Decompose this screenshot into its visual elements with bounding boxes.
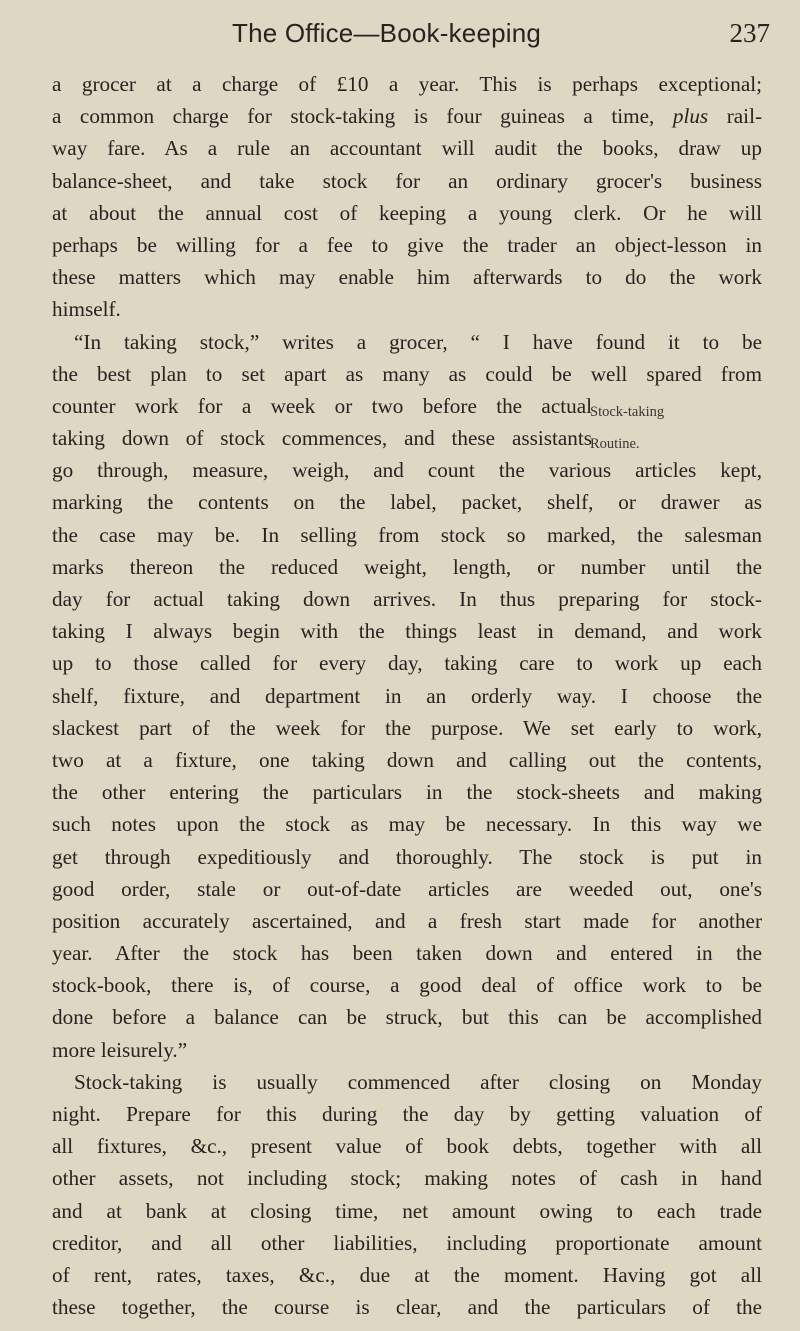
page-number: 237 <box>729 18 770 48</box>
text-line: way fare. As a rule an accountant will audit the books, draw up <box>52 136 762 161</box>
margin-note-routine: Routine. <box>590 436 640 452</box>
text-line: such notes upon the stock as may be necessary. In this way we <box>52 812 762 837</box>
text-line: slackest part of the week for the purpose. We set early to work, <box>52 715 762 740</box>
text-line: up to those called for every day, taking care to work up each <box>52 651 762 676</box>
text-line: taking I always begin with the things least in demand, and work <box>52 619 762 644</box>
text-line: night. Prepare for this during the day by getting valuation of <box>52 1102 762 1126</box>
text-line: other assets, not including stock; making notes of cash in hand <box>52 1166 762 1191</box>
text-line: himself. <box>52 297 121 322</box>
text-line: day for actual taking down arrives. In thus preparing for stock- <box>52 587 762 611</box>
text-line: good order, stale or out-of-date articles are weeded out, one's <box>52 876 762 901</box>
text-line: marking the contents on the label, packet, shelf, or drawer as <box>52 490 762 515</box>
text-line: creditor, and all other liabilities, including proportionate amount <box>52 1230 762 1255</box>
text-line: get through expeditiously and thoroughly. The stock is put in <box>52 844 762 869</box>
text-line: two at a fixture, one taking down and calling out the contents, <box>52 747 762 772</box>
text-line: of rent, rates, taxes, &c., due at the moment. Having got all <box>52 1262 762 1287</box>
text-line: the best plan to set apart as many as could be well spared from <box>52 361 762 386</box>
text-line: the other entering the particulars in the stock-sheets and making <box>52 780 762 805</box>
text-line: taking down of stock commences, and these assistants <box>52 426 592 451</box>
text-line: the case may be. In selling from stock so marked, the salesman <box>52 522 762 547</box>
italic-word: plus <box>672 104 709 129</box>
text-line <box>52 100 762 132</box>
body-text <box>52 68 762 1323</box>
text-line: a grocer at a charge of £10 a year. This is perhaps exceptional; <box>52 72 762 96</box>
text-line: year. After the stock has been taken down and entered in the <box>52 941 762 966</box>
running-title: The Office—Book-keeping <box>232 18 542 48</box>
text-line: go through, measure, weigh, and count the various articles kept, <box>52 458 762 483</box>
text-line: done before a balance can be struck, but this can be accomplished <box>52 1005 762 1030</box>
text-line: position accurately ascertained, and a fresh start made for another <box>52 908 762 933</box>
text-line: and at bank at closing time, net amount owing to each trade <box>52 1198 762 1223</box>
margin-note-stock-taking: Stock-taking <box>590 404 665 420</box>
text-line: Stock-taking is usually commenced after closing on Monday <box>74 1069 762 1094</box>
text-span: rail- <box>726 104 763 129</box>
text-line: counter work for a week or two before the actual <box>52 393 592 418</box>
text-line: balance-sheet, and take stock for an ordinary grocer's business <box>52 168 762 193</box>
page-header <box>0 14 800 54</box>
text-line: more leisurely.” <box>52 1037 188 1062</box>
text-line: at about the annual cost of keeping a young clerk. Or he will <box>52 200 762 225</box>
text-line: stock-book, there is, of course, a good deal of office work to be <box>52 973 762 998</box>
text-line: perhaps be willing for a fee to give the trader an object-lesson in <box>52 232 762 257</box>
text-line: marks thereon the reduced weight, length, or number until the <box>52 554 762 579</box>
text-line: shelf, fixture, and department in an orderly way. I choose the <box>52 683 762 708</box>
text-line: all fixtures, &c., present value of book debts, together with all <box>52 1134 762 1159</box>
text-line: “In taking stock,” writes a grocer, “ I have found it to be <box>74 329 762 354</box>
text-span: a common charge for stock-taking is four guineas a time, <box>52 104 655 129</box>
text-line: these together, the course is clear, and the particulars of the <box>52 1295 762 1320</box>
text-line: these matters which may enable him afterwards to do the work <box>52 265 762 290</box>
